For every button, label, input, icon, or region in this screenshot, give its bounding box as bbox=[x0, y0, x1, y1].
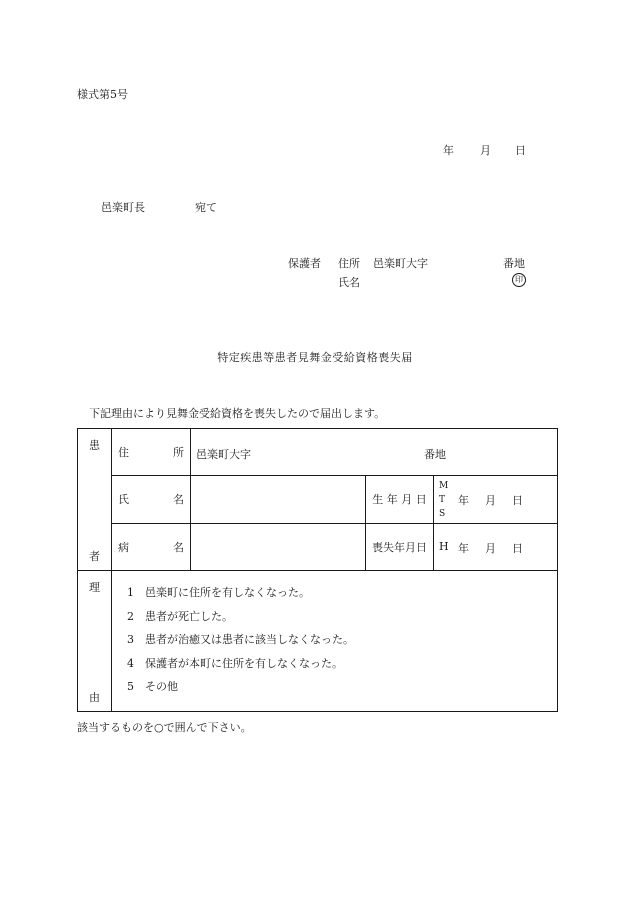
loss-day: 日 bbox=[512, 541, 523, 555]
document-title: 特定疾患等患者見舞金受給資格喪失届 bbox=[217, 351, 413, 364]
loss-ymd bbox=[458, 540, 539, 556]
loss-date-field[interactable] bbox=[434, 523, 558, 570]
patient-vertical-label bbox=[78, 429, 112, 571]
reason-item-5[interactable]: 5 その他 bbox=[127, 680, 178, 693]
patient-vertical-bottom: 者 bbox=[89, 550, 100, 563]
footnote: 該当するものを○で囲んで下さい。 bbox=[77, 721, 252, 734]
date-year-label: 年 bbox=[443, 144, 454, 157]
dob-ymd bbox=[458, 492, 539, 508]
patient-name-field[interactable] bbox=[191, 476, 366, 523]
reason-vertical-top: 理 bbox=[89, 581, 100, 594]
date-month-label: 月 bbox=[480, 144, 491, 157]
reason-list-cell bbox=[112, 571, 558, 712]
intro-text: 下記理由により見舞金受給資格を喪失したので届出します。 bbox=[89, 407, 386, 420]
addressee-name: 邑楽町長 bbox=[101, 201, 145, 214]
reason-item-1[interactable]: 1 邑楽町に住所を有しなくなった。 bbox=[127, 586, 310, 599]
guardian-address-label: 住所 bbox=[338, 257, 360, 270]
loss-year: 年 bbox=[458, 541, 469, 555]
dob-era-t: T bbox=[439, 495, 446, 506]
guardian-address-value: 邑楽町大字 bbox=[373, 257, 428, 270]
reason-item-3[interactable]: 3 患者が治癒又は患者に該当しなくなった。 bbox=[127, 633, 354, 646]
reason-item-4[interactable]: 4 保護者が本町に住所を有しなくなった。 bbox=[127, 656, 343, 670]
loss-date-label: 喪失年月日 bbox=[366, 523, 434, 570]
reason-vertical-label bbox=[78, 571, 112, 712]
patient-name-label: 氏 名 bbox=[112, 476, 191, 523]
dob-label: 生 年 月 日 bbox=[366, 476, 434, 523]
patient-address-value: 邑楽町大字 bbox=[196, 448, 251, 462]
patient-address-field[interactable] bbox=[191, 429, 558, 476]
dob-era-m: M bbox=[439, 481, 449, 492]
guardian-banchi: 番地 bbox=[503, 257, 525, 270]
patient-address-label: 住 所 bbox=[112, 429, 191, 476]
reason-vertical-bottom: 由 bbox=[89, 691, 100, 704]
patient-vertical-top: 患 bbox=[89, 439, 100, 452]
reason-item-2[interactable]: 2 患者が死亡した。 bbox=[127, 609, 233, 623]
form-table bbox=[77, 428, 558, 712]
guardian-role: 保護者 bbox=[288, 257, 321, 270]
reason-list bbox=[112, 581, 557, 699]
dob-month: 月 bbox=[485, 494, 496, 508]
loss-month: 月 bbox=[485, 541, 496, 555]
disease-label: 病 名 bbox=[112, 523, 191, 570]
loss-era: H bbox=[439, 539, 449, 553]
dob-field[interactable] bbox=[434, 476, 558, 523]
patient-banchi: 番地 bbox=[424, 448, 446, 462]
dob-day: 日 bbox=[512, 494, 523, 508]
date-day-label: 日 bbox=[515, 144, 526, 157]
dob-era-list bbox=[439, 479, 448, 521]
seal-icon: 印 bbox=[512, 273, 526, 287]
guardian-name-label: 氏名 bbox=[338, 276, 360, 289]
dob-year: 年 bbox=[458, 494, 469, 508]
disease-field[interactable] bbox=[191, 523, 366, 570]
form-number: 様式第5号 bbox=[77, 88, 128, 101]
addressee-suffix: 宛て bbox=[195, 201, 217, 214]
dob-era-s: S bbox=[439, 509, 446, 520]
